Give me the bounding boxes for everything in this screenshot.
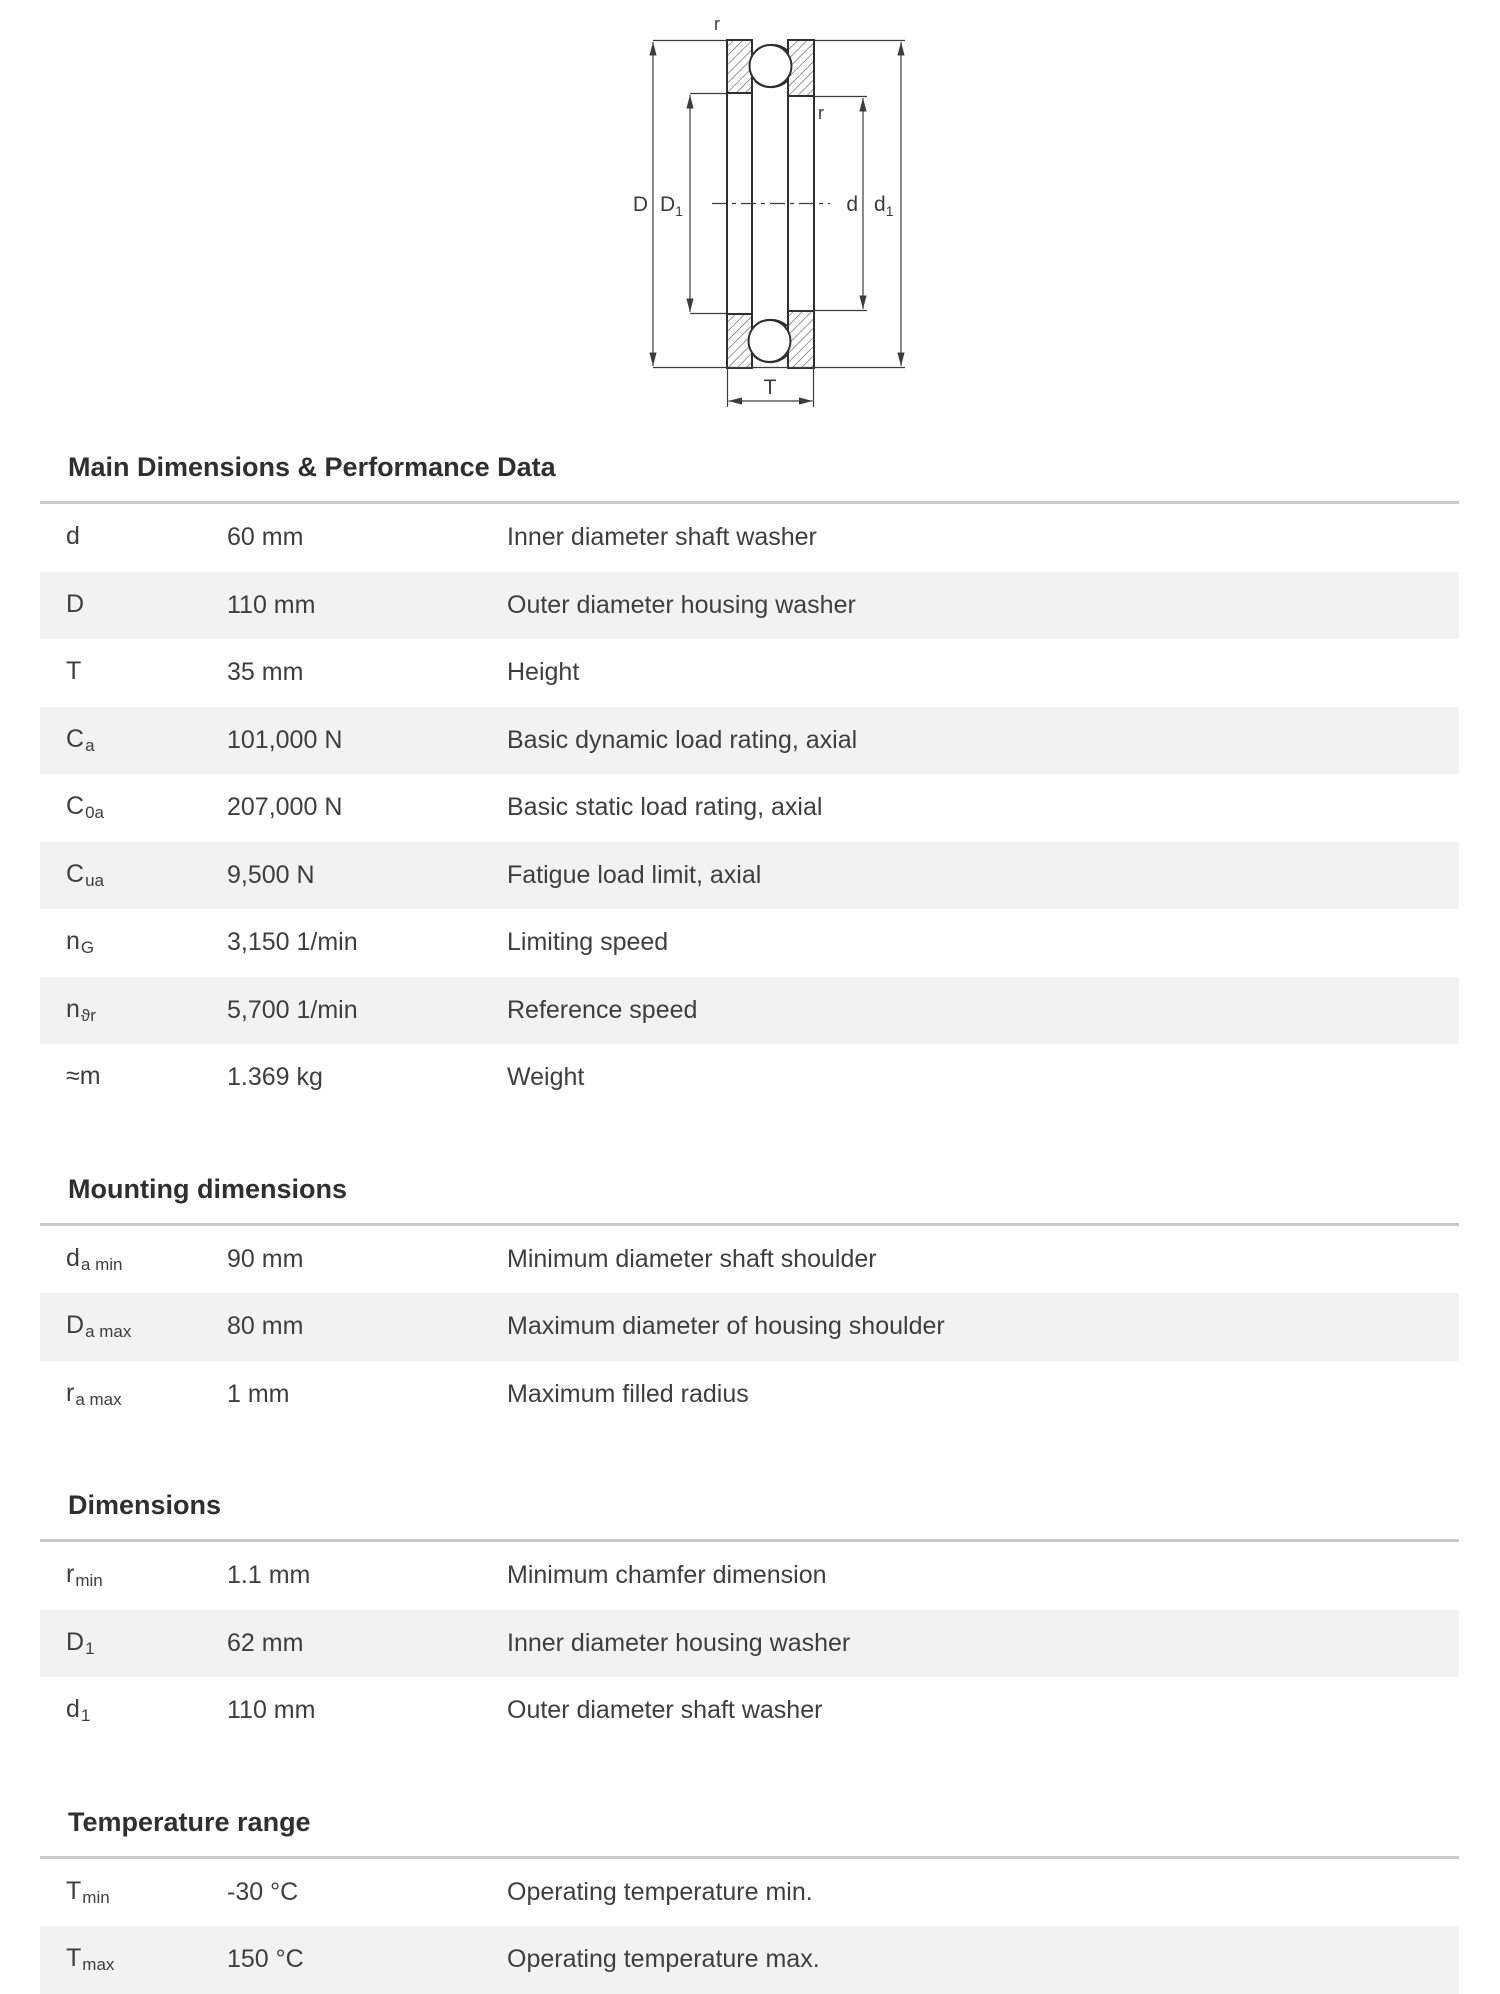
row-description: Operating temperature max. bbox=[507, 1945, 820, 1974]
row-symbol bbox=[40, 1877, 227, 1908]
row-description: Outer diameter housing washer bbox=[507, 590, 856, 619]
symbol-subscript: a bbox=[85, 735, 95, 755]
symbol-base: T bbox=[66, 1944, 82, 1973]
shaft-washer-bottom bbox=[788, 311, 814, 368]
table-row bbox=[40, 1859, 1459, 1927]
row-value: 1 mm bbox=[227, 1379, 290, 1408]
section-title: Mounting dimensions bbox=[68, 1173, 347, 1204]
row-value: 110 mm bbox=[227, 1696, 316, 1725]
row-value: 1.1 mm bbox=[227, 1561, 311, 1590]
row-description: Minimum diameter shaft shoulder bbox=[507, 1244, 877, 1273]
section-rows bbox=[40, 1226, 1459, 1429]
row-description: Fatigue load limit, axial bbox=[507, 860, 762, 889]
row-description: Inner diameter shaft washer bbox=[507, 523, 817, 552]
symbol-base: r bbox=[66, 1378, 75, 1407]
label-D: D bbox=[632, 193, 648, 216]
symbol-base: d bbox=[66, 1243, 80, 1272]
row-value: 207,000 N bbox=[227, 793, 343, 822]
symbol-base: T bbox=[66, 1876, 82, 1905]
table-row bbox=[40, 572, 1459, 640]
row-symbol bbox=[40, 995, 227, 1026]
symbol-subscript: 1 bbox=[80, 1706, 91, 1726]
symbol-base: ≈m bbox=[66, 1062, 101, 1091]
row-value: 35 mm bbox=[227, 658, 304, 687]
row-description: Operating temperature min. bbox=[507, 1877, 813, 1906]
table-row bbox=[40, 842, 1459, 910]
label-r-top: r bbox=[714, 14, 720, 34]
row-description: Reference speed bbox=[507, 995, 698, 1024]
row-value: 101,000 N bbox=[227, 725, 343, 754]
symbol-subscript: a max bbox=[85, 1322, 132, 1342]
row-symbol bbox=[40, 657, 227, 688]
table-row bbox=[40, 707, 1459, 775]
row-symbol bbox=[40, 725, 227, 756]
label-r-inner: r bbox=[818, 103, 824, 123]
symbol-base: n bbox=[66, 994, 80, 1023]
row-symbol bbox=[40, 1944, 227, 1975]
housing-washer-top bbox=[727, 40, 752, 93]
ball-top bbox=[750, 45, 792, 87]
row-value: 60 mm bbox=[227, 523, 304, 552]
spec-section bbox=[40, 450, 1459, 1112]
symbol-subscript: min bbox=[82, 1887, 110, 1907]
row-value: 110 mm bbox=[227, 590, 316, 619]
section-rows bbox=[40, 1859, 1459, 1994]
spec-section bbox=[40, 1488, 1459, 1745]
symbol-base: T bbox=[66, 657, 82, 686]
row-symbol bbox=[40, 792, 227, 823]
table-row bbox=[40, 1226, 1459, 1294]
row-description: Height bbox=[507, 658, 580, 687]
row-value: 9,500 N bbox=[227, 860, 315, 889]
symbol-base: D bbox=[66, 589, 85, 618]
row-symbol bbox=[40, 590, 227, 621]
row-symbol bbox=[40, 1244, 227, 1275]
row-symbol bbox=[40, 1062, 227, 1093]
table-row bbox=[40, 1542, 1459, 1610]
symbol-subscript: 1 bbox=[85, 1638, 95, 1658]
section-title: Temperature range bbox=[68, 1806, 311, 1837]
row-description: Basic static load rating, axial bbox=[507, 793, 823, 822]
symbol-base: r bbox=[66, 1560, 75, 1589]
row-symbol bbox=[40, 1695, 227, 1726]
bearing-diagram bbox=[0, 0, 1500, 414]
symbol-base: D bbox=[66, 1627, 85, 1656]
row-symbol bbox=[40, 860, 227, 891]
section-rows bbox=[40, 1542, 1459, 1745]
row-value: 3,150 1/min bbox=[227, 928, 358, 957]
label-d: d bbox=[846, 193, 858, 216]
row-symbol bbox=[40, 1560, 227, 1591]
row-description: Outer diameter shaft washer bbox=[507, 1696, 823, 1725]
table-row bbox=[40, 1926, 1459, 1994]
table-row bbox=[40, 1044, 1459, 1112]
symbol-subscript: max bbox=[82, 1955, 115, 1975]
row-value: 80 mm bbox=[227, 1312, 304, 1341]
table-row bbox=[40, 1361, 1459, 1429]
row-description: Minimum chamfer dimension bbox=[507, 1561, 827, 1590]
spec-sections bbox=[40, 450, 1459, 1994]
symbol-subscript: ϑr bbox=[80, 1005, 96, 1025]
symbol-subscript: 0a bbox=[85, 803, 104, 823]
section-title: Dimensions bbox=[68, 1490, 222, 1520]
row-description: Limiting speed bbox=[507, 928, 669, 957]
table-row bbox=[40, 1677, 1459, 1745]
table-row bbox=[40, 774, 1459, 842]
table-row bbox=[40, 504, 1459, 572]
row-symbol bbox=[40, 1379, 227, 1410]
row-symbol bbox=[40, 522, 227, 553]
label-T: T bbox=[763, 376, 777, 399]
symbol-subscript: ua bbox=[85, 870, 104, 890]
row-symbol bbox=[40, 1628, 227, 1659]
row-value: 150 °C bbox=[227, 1945, 304, 1974]
symbol-base: C bbox=[66, 859, 85, 888]
row-description: Maximum diameter of housing shoulder bbox=[507, 1312, 945, 1341]
row-value: -30 °C bbox=[227, 1877, 299, 1906]
row-symbol bbox=[40, 1311, 227, 1342]
label-D1: $D_1$ bbox=[660, 193, 683, 219]
symbol-subscript: G bbox=[80, 938, 95, 958]
spec-section bbox=[40, 1805, 1459, 1994]
table-row bbox=[40, 977, 1459, 1045]
bearing-cross-section bbox=[608, 0, 928, 414]
table-row bbox=[40, 1610, 1459, 1678]
symbol-subscript: a min bbox=[80, 1254, 123, 1274]
row-value: 5,700 1/min bbox=[227, 995, 358, 1024]
row-description: Inner diameter housing washer bbox=[507, 1628, 851, 1657]
symbol-base: d bbox=[66, 522, 80, 551]
symbol-base: D bbox=[66, 1311, 85, 1340]
table-row bbox=[40, 639, 1459, 707]
section-title: Main Dimensions & Performance Data bbox=[68, 452, 556, 482]
symbol-base: C bbox=[66, 792, 85, 821]
row-symbol bbox=[40, 927, 227, 958]
row-value: 90 mm bbox=[227, 1244, 304, 1273]
symbol-base: n bbox=[66, 927, 80, 956]
label-d1: $d_1$ bbox=[874, 193, 894, 219]
section-rows bbox=[40, 504, 1459, 1112]
symbol-subscript: a max bbox=[75, 1389, 122, 1409]
row-description: Weight bbox=[507, 1063, 585, 1092]
symbol-base: C bbox=[66, 724, 85, 753]
row-value: 1.369 kg bbox=[227, 1063, 323, 1092]
row-description: Maximum filled radius bbox=[507, 1379, 749, 1408]
table-row bbox=[40, 909, 1459, 977]
symbol-subscript: min bbox=[75, 1571, 103, 1591]
ball-bottom bbox=[749, 320, 791, 362]
row-description: Basic dynamic load rating, axial bbox=[507, 725, 858, 754]
row-value: 62 mm bbox=[227, 1628, 304, 1657]
table-row bbox=[40, 1293, 1459, 1361]
symbol-base: d bbox=[66, 1695, 80, 1724]
spec-section bbox=[40, 1172, 1459, 1429]
